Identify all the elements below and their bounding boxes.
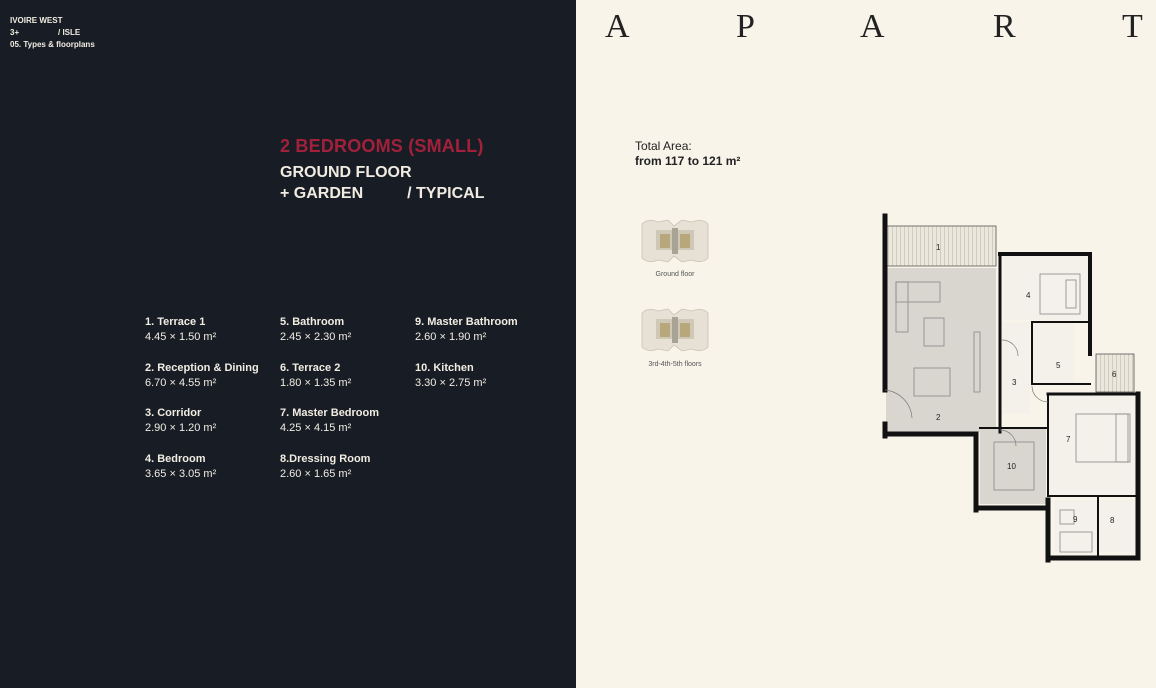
corridor-area <box>1002 322 1030 414</box>
room-name: 10. Kitchen <box>415 362 474 374</box>
master-bedroom-area <box>1048 394 1136 494</box>
room-entry <box>415 361 486 391</box>
room-name: 2. Reception & Dining <box>145 362 259 374</box>
room-label-10: 10 <box>1007 462 1016 471</box>
unit-floor-subtitle <box>280 162 484 204</box>
keyplan-typical-floors <box>638 305 712 355</box>
room-dims: 1.80 × 1.35 m² <box>280 377 352 389</box>
room-dims: 2.90 × 1.20 m² <box>145 422 217 434</box>
room-name: 5. Bathroom <box>280 316 345 328</box>
room-entry <box>145 361 259 391</box>
project-name: IVOIRE WEST <box>10 16 63 25</box>
unit-type-title: 2 BEDROOMS (SMALL) <box>280 136 484 156</box>
room-entry <box>280 452 370 482</box>
room-name: 9. Master Bathroom <box>415 316 518 328</box>
room-name: 3. Corridor <box>145 407 202 419</box>
keyplan-ground-floor <box>638 216 712 266</box>
brand-letter: A <box>860 8 885 45</box>
room-entry <box>145 406 216 436</box>
floor-line-2b: / TYPICAL <box>407 185 485 202</box>
room-dims: 3.30 × 2.75 m² <box>415 377 487 389</box>
bedroom-area <box>1004 256 1088 320</box>
room-name: 6. Terrace 2 <box>280 362 341 374</box>
room-label-4: 4 <box>1026 291 1031 300</box>
room-dims: 6.70 × 4.55 m² <box>145 377 217 389</box>
building-name: / ISLE <box>58 28 81 37</box>
room-entry <box>415 315 518 345</box>
master-bath-area <box>1054 500 1098 552</box>
reception-area <box>886 268 996 432</box>
keyplan-caption: Ground floor <box>655 271 695 278</box>
room-entry <box>280 315 351 345</box>
room-label-7: 7 <box>1066 435 1071 444</box>
floor-plan <box>876 210 1146 570</box>
brand-letter: T <box>1122 8 1143 45</box>
room-entry <box>280 361 351 391</box>
floor-line-2a: + GARDEN <box>280 185 364 202</box>
room-name: 4. Bedroom <box>145 453 206 465</box>
room-dims: 2.60 × 1.90 m² <box>415 331 487 343</box>
room-dims: 2.45 × 2.30 m² <box>280 331 352 343</box>
brand-letter: P <box>736 8 755 45</box>
room-dims: 2.60 × 1.65 m² <box>280 468 352 480</box>
room-label-2: 2 <box>936 413 941 422</box>
floor-line-1: GROUND FLOOR <box>280 164 412 181</box>
brand-wordmark <box>576 8 1156 48</box>
room-name: 1. Terrace 1 <box>145 316 206 328</box>
brand-letter: R <box>993 8 1016 45</box>
room-label-5: 5 <box>1056 361 1061 370</box>
brand-letter: A <box>605 8 630 45</box>
room-label-3: 3 <box>1012 378 1017 387</box>
building-number: 3+ <box>10 28 20 37</box>
keyplan-caption: 3rd-4th-5th floors <box>648 361 702 368</box>
room-label-6: 6 <box>1112 370 1117 379</box>
project-meta <box>10 15 95 51</box>
room-label-9: 9 <box>1073 515 1078 524</box>
room-label-1: 1 <box>936 243 941 252</box>
section-label: 05. Types & floorplans <box>10 40 95 49</box>
dressing-area <box>1098 500 1136 552</box>
total-area-value: from 117 to 121 m² <box>635 154 741 168</box>
left-panel <box>0 0 576 688</box>
room-label-8: 8 <box>1110 516 1115 525</box>
room-entry <box>145 315 216 345</box>
room-dims: 4.45 × 1.50 m² <box>145 331 217 343</box>
room-dims: 4.25 × 4.15 m² <box>280 422 352 434</box>
room-entry <box>280 406 379 436</box>
bathroom-area <box>1032 322 1074 384</box>
terrace-1 <box>886 226 996 266</box>
total-area-label: Total Area: <box>635 139 692 153</box>
room-name: 7. Master Bedroom <box>280 407 380 419</box>
room-dims: 3.65 × 3.05 m² <box>145 468 217 480</box>
room-entry <box>145 452 216 482</box>
room-name: 8.Dressing Room <box>280 453 371 465</box>
right-panel <box>576 0 1156 688</box>
